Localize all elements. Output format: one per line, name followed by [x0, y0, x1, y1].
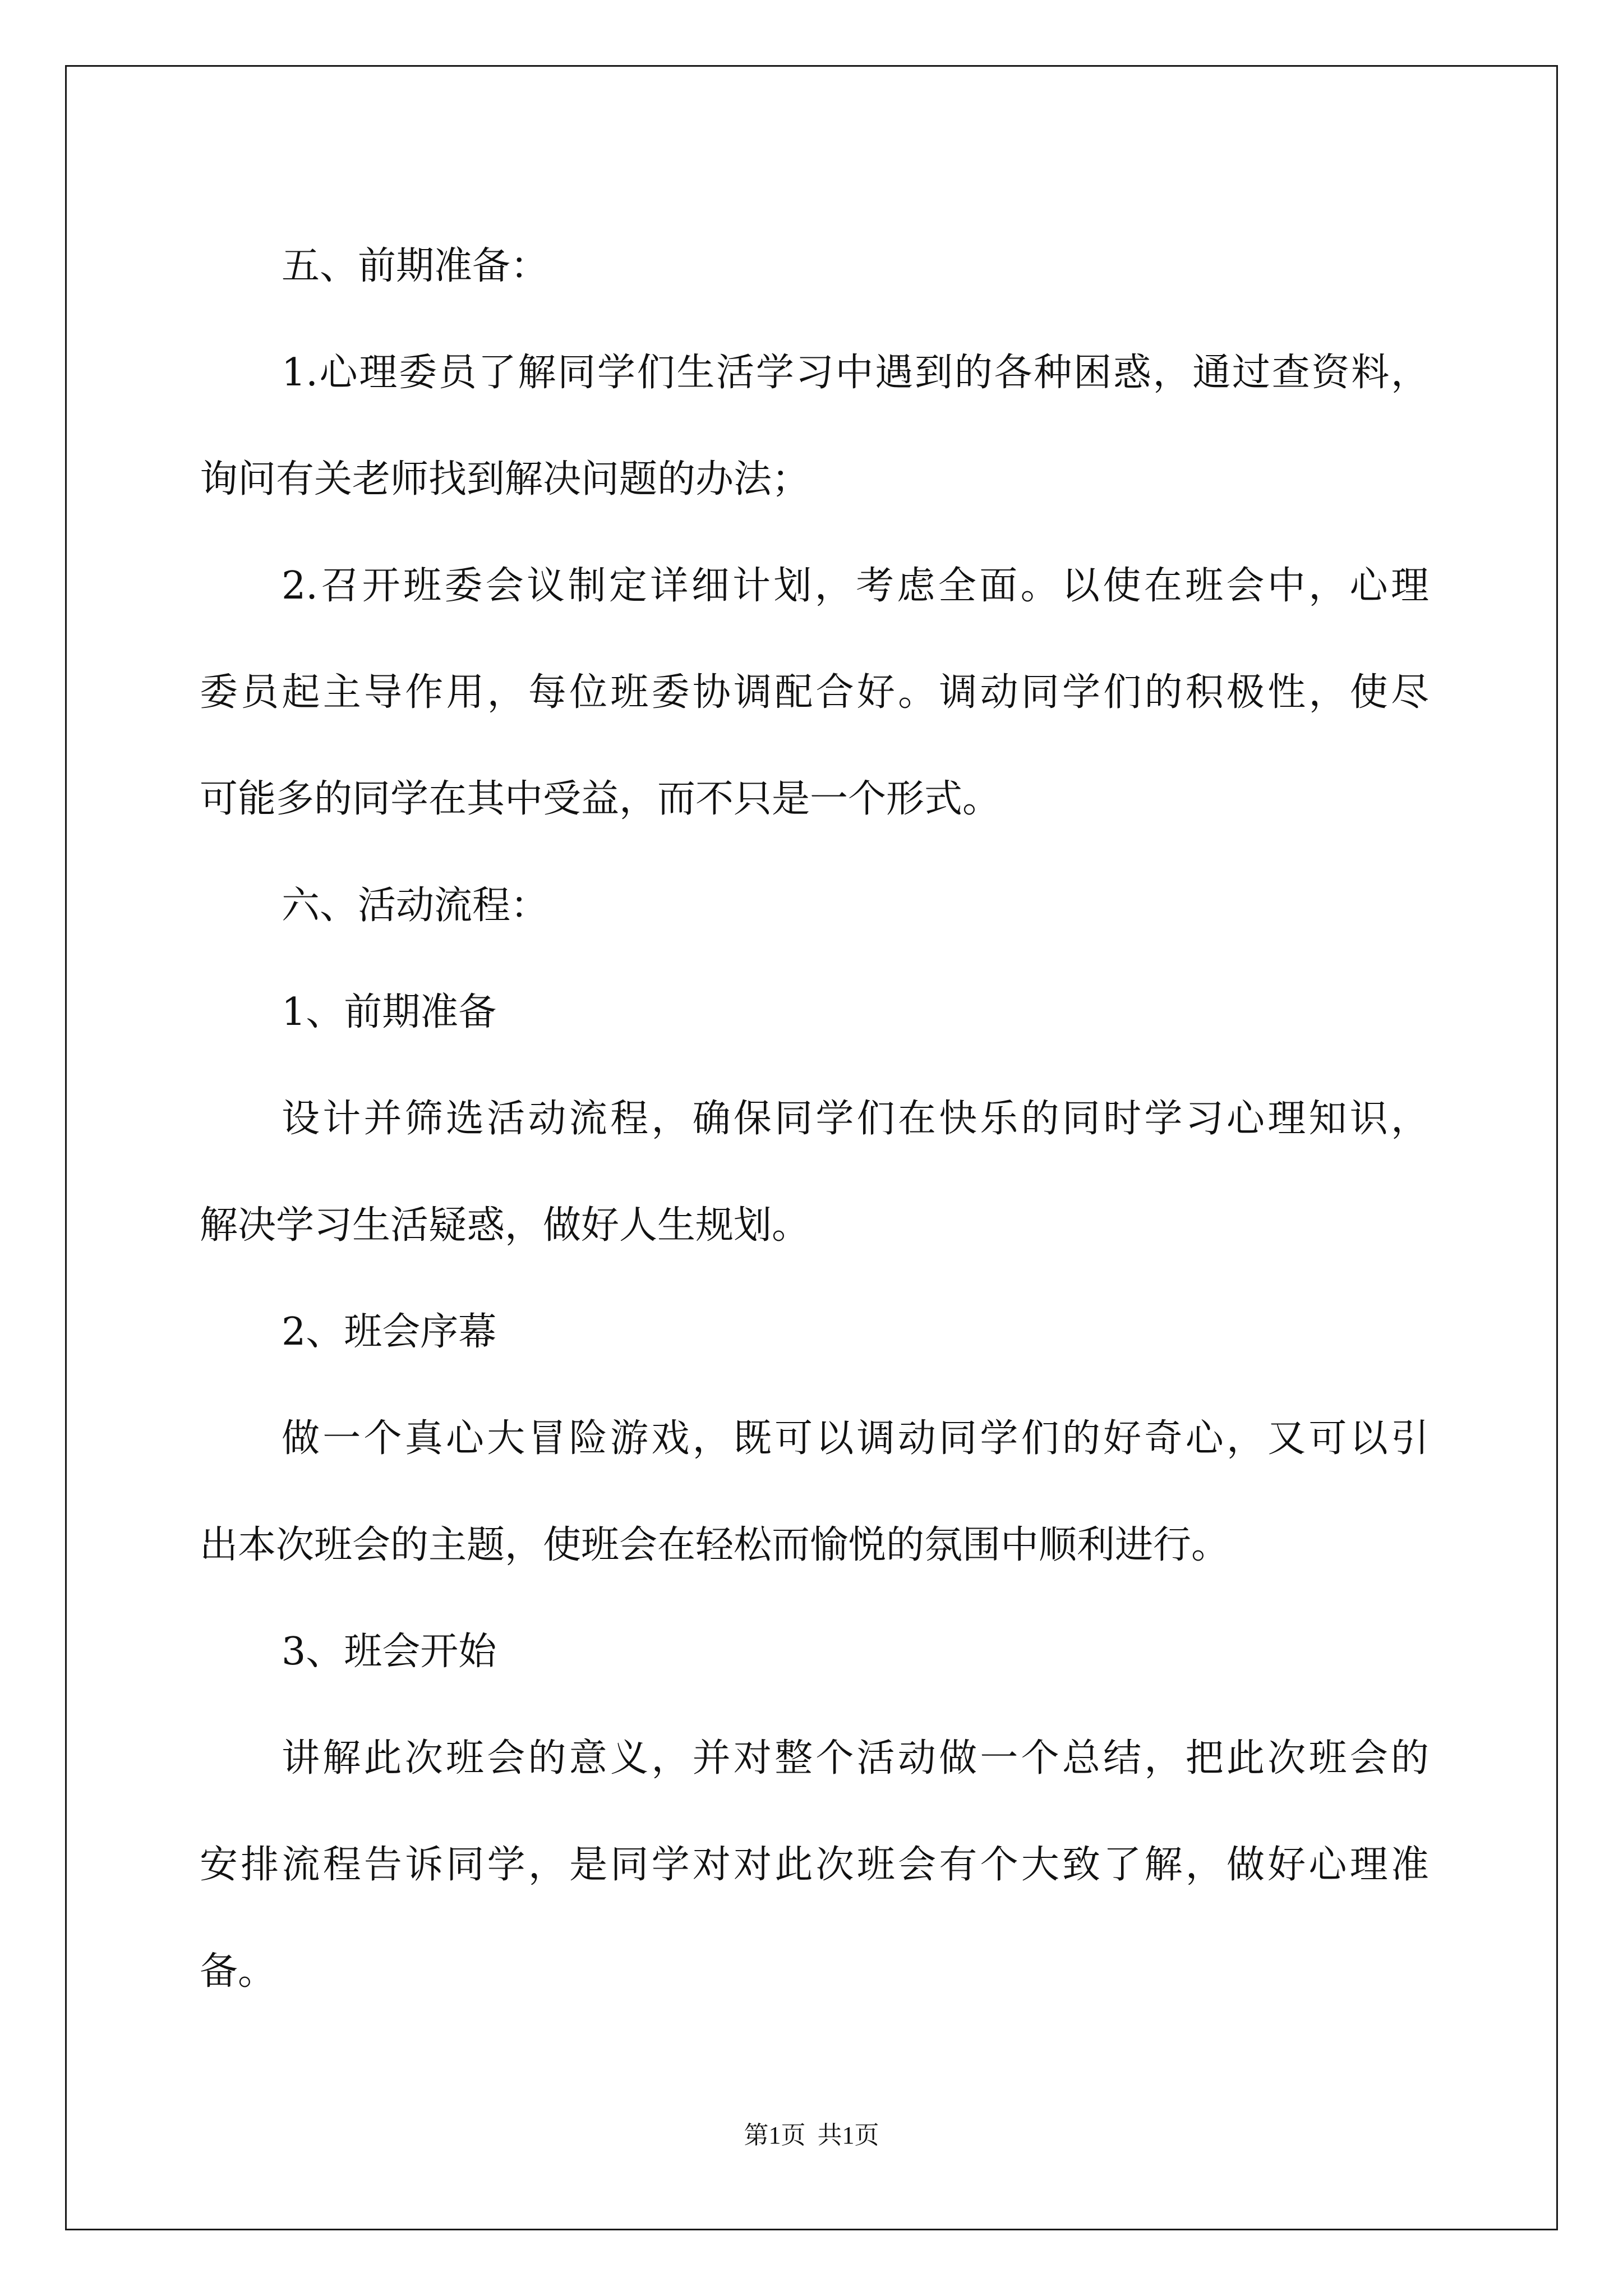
- document-body: [200, 213, 1429, 2025]
- paragraph-line: 可能多的同学在其中受益，而不只是一个形式。: [200, 777, 1001, 821]
- section-heading-process: 六、活动流程：: [282, 884, 549, 928]
- paragraph-line: 解决学习生活疑惑，做好人生规划。: [200, 1203, 810, 1248]
- subheading-preparation: 1、前期准备: [282, 990, 497, 1034]
- paragraph-line: 出本次班会的主题，使班会在轻松而愉悦的氛围中顺利进行。: [200, 1523, 1230, 1567]
- paragraph-line: 2.召开班委会议制定详细计划，考虑全面。以使在班会中，心理: [282, 564, 1429, 608]
- paragraph-line: 1.心理委员了解同学们生活学习中遇到的各种困惑，通过查资料，: [282, 351, 1429, 395]
- paragraph-line: 做一个真心大冒险游戏，既可以调动同学们的好奇心，又可以引: [282, 1416, 1429, 1461]
- subheading-prelude: 2、班会序幕: [282, 1310, 497, 1354]
- paragraph-line: 设计并筛选活动流程，确保同学们在快乐的同时学习心理知识，: [282, 1097, 1429, 1141]
- paragraph-line: 讲解此次班会的意义，并对整个活动做一个总结，把此次班会的: [282, 1736, 1429, 1780]
- subheading-start: 3、班会开始: [282, 1630, 497, 1674]
- paragraph-line: 备。: [200, 1949, 276, 1994]
- page-number-footer: 第1页 共1页: [744, 2122, 879, 2149]
- paragraph-line: 询问有关老师找到解决问题的办法；: [200, 457, 810, 501]
- paragraph-line: 安排流程告诉同学，是同学对对此次班会有个大致了解，做好心理准: [200, 1843, 1429, 1887]
- paragraph-line: 委员起主导作用，每位班委协调配合好。调动同学们的积极性，使尽: [200, 670, 1429, 715]
- section-heading-preparation: 五、前期准备：: [282, 244, 549, 288]
